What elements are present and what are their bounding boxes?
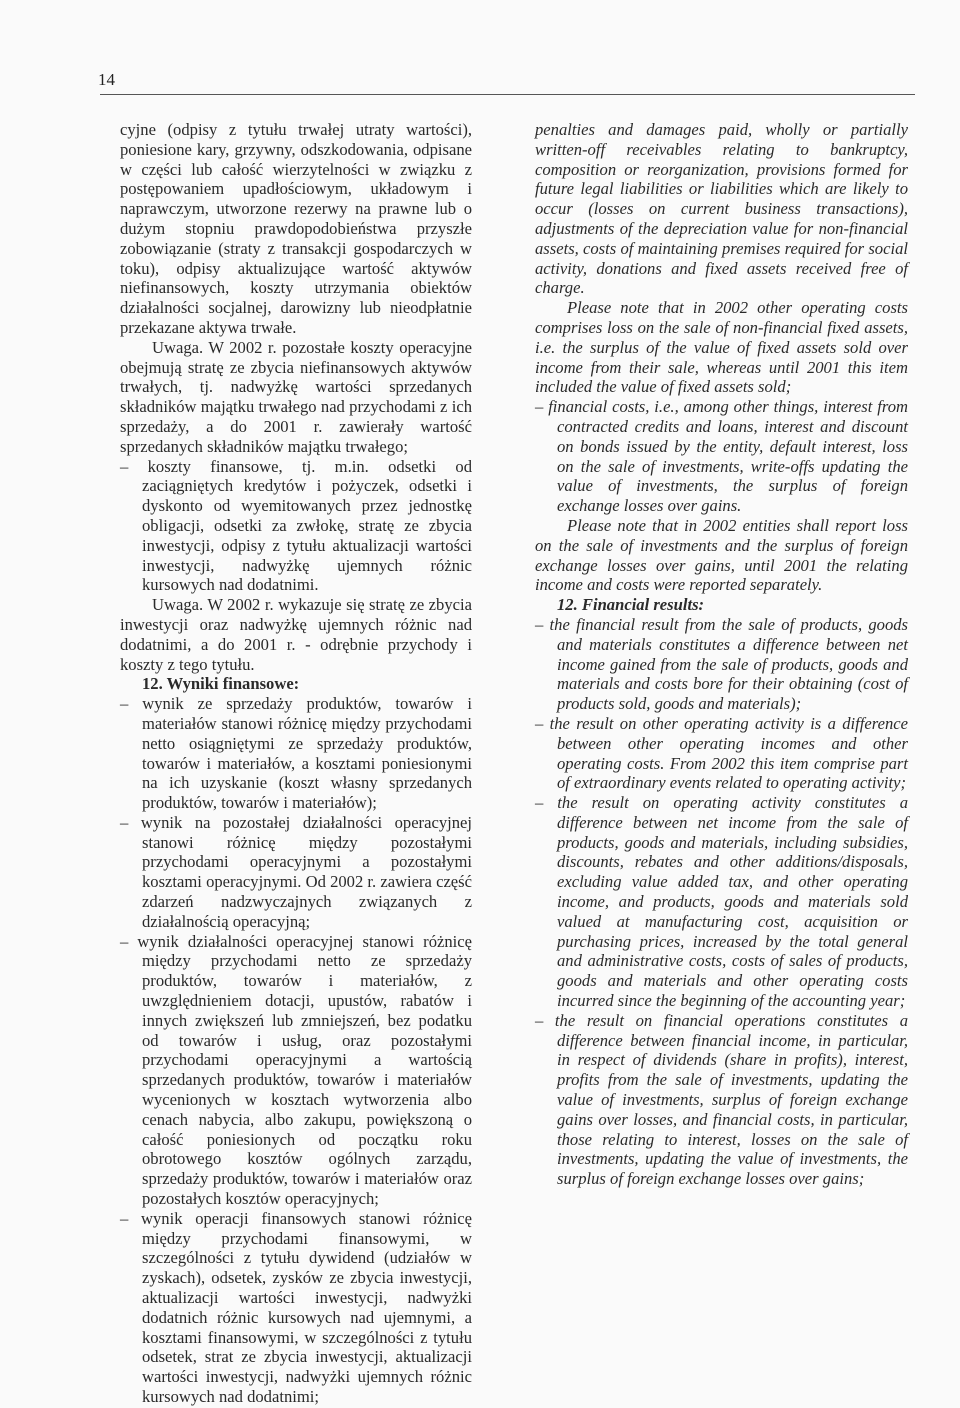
polish-heading-text: 12. Wyniki finansowe: — [142, 674, 300, 694]
header-rule — [100, 94, 915, 95]
english-section-heading — [535, 595, 908, 615]
polish-list-item-financial-costs: – koszty finansowe, tj. m.in. odsetki od zaciągniętych kredytów i pożyczek, odsetki i dyskonto od wyemitowanych przez jednostkę obligacji, odsetki za zwłokę, stratę ze zbycia inwestycji, odpisy z tytułu aktualizacji wartości inwestycji, nadwyżkę ujemnych różnic kursowych nad dodatnimi. — [120, 456, 472, 595]
english-column — [535, 120, 908, 1189]
english-list-item-sales-result: – the financial result from the sale of products, goods and materials constitutes a difference between net income gained from the sale of products, goods and materials and costs bore for their obtaining (cost of products sold, goods and materials); — [535, 614, 908, 714]
polish-list-item-other-operating-result: – wynik na pozostałej działalności operacyjnej stanowi różnicę między pozostałymi przychodami operacyjnymi a pozostałymi kosztami operacyjnymi. Od 2002 r. zawiera część zdarzeń nadzwyczajnych związanych z działalnością operacyjną; — [120, 812, 472, 931]
polish-list-item-operating-result: – wynik działalności operacyjnej stanowi różnicę między przychodami netto ze sprzedaży produktów, towarów i materiałów, z uwzględnieniem dotacji, upustów, rabatów i innych zwiększeń lub zmniejszeń, bez podatku od towarów i usług, oraz pozostałymi przychodami operacyjnymi a wartością sprzedanych produktów, towarów i materiałów wycenionych w kosztach wytworzenia albo cenach nabycia, albo zakupu, powiększoną o całość poniesionych od początku roku obrotowego kosztów ogólnych zarządu, sprzedaży produktów, towarów i materiałów oraz pozostałych kosztów operacyjnych; — [120, 931, 472, 1209]
polish-paragraph-1: cyjne (odpisy z tytułu trwałej utraty wartości), poniesione kary, grzywny, odszkodowania, odpisane w części lub całość wierzytelności w związku z postępowaniem upadłościowym, układowym i naprawczym, utworzone rezerwy na prawne lub o dużym stopniu prawdopodobieństwa przyszłe zobowiązanie (straty z transakcji gospodarczych w toku), odpisy aktualizujące wartość aktywów niefinansowych, koszty utrzymania obiektów działalności socjalnej, darowizny lub nieodpłatnie przekazane aktywa trwałe. — [120, 120, 472, 337]
english-list-item-financial-costs: – financial costs, i.e., among other things, interest from contracted credits and loans, interest and discount on bonds issued by the entity, default interest, loss on the sale of investments, write-offs updating the value of investments, the surplus of foreign exchange losses over gains. — [535, 397, 908, 516]
polish-section-heading — [120, 674, 472, 694]
polish-list-item-financial-operations-result: – wynik operacji finansowych stanowi różnicę między przychodami finansowymi, w szczególności z tytułu dywidend (udziałów w zyskach), odsetek, zysków ze zbycia inwestycji, aktualizacji wartości inwestycji, nadwyżki dodatnich różnic kursowych nad ujemnymi, a kosztami finansowymi, w szczególności z tytułu odsetek, strat ze zbycia inwestycji, aktualizacji wartości inwestycji, nadwyżki ujemnych różnic kursowych nad dodatnimi; — [120, 1208, 472, 1406]
english-note-2: Please note that in 2002 entities shall report loss on the sale of investments and the surplus of foreign exchange losses over gains, until 2001 the relating income and costs were reported separately. — [535, 515, 908, 595]
english-list-item-operating-result: – the result on operating activity constitutes a difference between net income from the sale of products, goods and materials, including subsidies, discounts, rebates and other additions/disposals, excluding value added tax, and other operating income, and products, goods and materials sold valued at manufacturing cost, acquisition or purchasing prices, increased by the total general and administrative costs, costs of sales of products, goods and materials and other operating costs incurred since the beginning of the accounting year; — [535, 793, 908, 1011]
polish-column — [120, 120, 472, 1407]
polish-note-2: Uwaga. W 2002 r. wykazuje się stratę ze zbycia inwestycji oraz nadwyżkę ujemnych różnic nad dodatnimi, a do 2001 r. - odrębnie przychody i koszty z tego tytułu. — [120, 595, 472, 674]
page-number: 14 — [98, 70, 115, 89]
english-heading-text: 12. Financial results: — [557, 595, 705, 615]
english-paragraph-1: penalties and damages paid, wholly or partially written-off receivables relating to bankruptcy, composition or reorganization, provisions formed for future legal liabilities or liabilities which are likely to occur (losses on current business transactions), adjustments of the depreciation value for non-financial assets, costs of maintaining premises required for social activity, donations and fixed assets received free of charge. — [535, 120, 908, 298]
english-list-item-other-operating-result: – the result on other operating activity is a difference between other operating incomes and other operating costs. From 2002 this item comprise part of extraordinary events related to operating activity; — [535, 713, 908, 793]
polish-note-1: Uwaga. W 2002 r. pozostałe koszty operacyjne obejmują stratę ze zbycia niefinansowych aktywów trwałych, tj. nadwyżkę wartości sprzedanych składników majątku trwałego nad przychodami z ich sprzedaży, a do 2001 r. zawierały wartość sprzedanych składników majątku trwałego; — [120, 337, 472, 456]
english-note-1: Please note that in 2002 other operating costs comprises loss on the sale of non-financial fixed assets, i.e. the surplus of the value of fixed assets sold over income from their sale, whereas until 2001 this item included the value of fixed assets sold; — [535, 298, 908, 397]
polish-list-item-sales-result: – wynik ze sprzedaży produktów, towarów i materiałów stanowi różnicę między przychodami netto osiągniętymi ze sprzedaży produktów, towarów i materiałów, a kosztami poniesionymi na ich uzyskanie (koszt własny sprzedanych produktów, towarów i materiałów); — [120, 694, 472, 813]
english-list-item-financial-operations-result: – the result on financial operations constitutes a difference between financial income, in particular, in respect of dividends (share in profits), interest, profits from the sale of investments, updating the value of investments, surplus of foreign exchange gains over losses, and financial costs, in particular, those relating to interest, losses on the sale of investments, updating the value of investments, the surplus of foreign exchange losses over gains; — [535, 1010, 908, 1189]
